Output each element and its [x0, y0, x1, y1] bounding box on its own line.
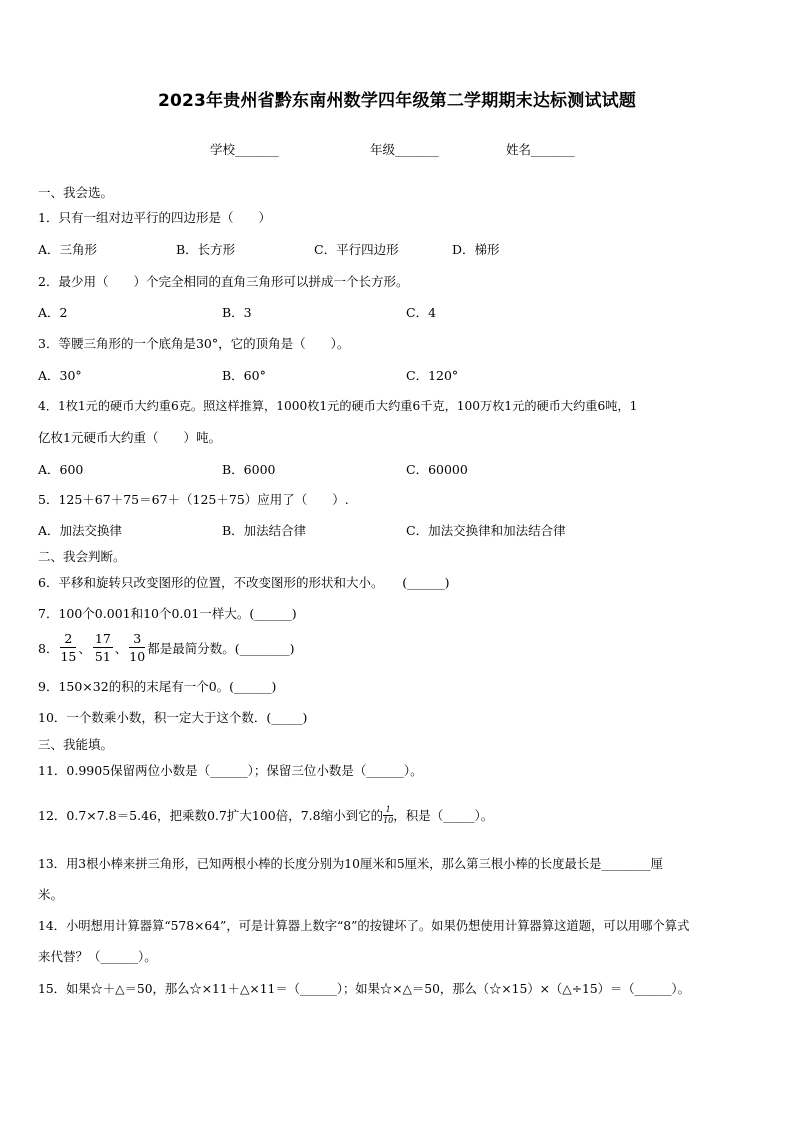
question-4-line-2: 亿枚1元硬币大约重（ ）吨。 [38, 430, 221, 445]
question-15: 15．如果☆＋△＝50，那么☆×11＋△×11＝（______）；如果☆×△＝50，那么（☆×15）×（△÷15）＝（______）。 [38, 982, 690, 996]
question-7: 7．100个0.001和10个0.01一样大。(______) [38, 606, 297, 621]
question-6: 6．平移和旋转只改变图形的位置，不改变图形的形状和大小。 (______) [38, 575, 450, 590]
q8-separator-1: 、 [78, 641, 91, 656]
q2-option-b[interactable]: B．3 [222, 305, 252, 320]
q3-option-a[interactable]: A．30° [38, 368, 82, 383]
q8-fraction-3-numerator: 3 [129, 633, 145, 649]
fraction-1-10 [383, 806, 393, 825]
q5-option-b[interactable]: B．加法结合律 [222, 523, 307, 538]
fraction-3-10 [129, 630, 146, 664]
question-13-line-1: 13．用3根小棒来拼三角形，已知两根小棒的长度分别为10厘米和5厘米，那么第三根小棒的长度最长是________厘 [38, 857, 663, 871]
q8-fraction-2-denominator: 51 [94, 649, 111, 664]
q12-fraction-denominator: 10 [383, 815, 394, 825]
section-heading-fill: 三、我能填。 [38, 737, 114, 752]
student-info-row [0, 140, 794, 160]
q8-fraction-1-numerator: 2 [60, 633, 76, 649]
q12-text-before: 12．0.7×7.8＝5.46，把乘数0.7扩大100倍，7.8缩小到它的 [38, 808, 384, 823]
question-13-line-2: 米。 [38, 887, 64, 902]
question-14-line-1: 14．小明想用计算器算“578×64”，可是计算器上数字“8”的按键坏了。如果仍想使用计算器算这道题，可以用哪个算式 [38, 919, 690, 933]
q8-prefix: 8． [38, 641, 59, 656]
q8-fraction-3-denominator: 10 [129, 649, 146, 664]
q4-option-a[interactable]: A．600 [38, 462, 84, 477]
question-5: 5．125＋67＋75＝67＋（125＋75）应用了（ ）. [38, 492, 349, 507]
fraction-17-51 [93, 630, 113, 664]
q5-option-c[interactable]: C．加法交换律和加法结合律 [406, 523, 566, 538]
question-9: 9．150×32的积的末尾有一个0。(______) [38, 679, 277, 694]
q2-option-a[interactable]: A．2 [38, 305, 68, 320]
grade-field[interactable]: 年级_______ [370, 142, 439, 157]
q3-option-b[interactable]: B．60° [222, 368, 266, 383]
q8-fraction-1-denominator: 15 [60, 649, 77, 664]
question-11: 11．0.9905保留两位小数是（______）；保留三位小数是（______）。 [38, 763, 423, 778]
q5-option-a[interactable]: A．加法交换律 [38, 523, 123, 538]
question-2: 2．最少用（ ）个完全相同的直角三角形可以拼成一个长方形。 [38, 274, 409, 289]
question-1: 1．只有一组对边平行的四边形是（ ） [38, 210, 271, 225]
q8-separator-2: 、 [114, 641, 128, 656]
q1-option-c[interactable]: C．平行四边形 [314, 242, 399, 257]
section-heading-judge: 二、我会判断。 [38, 549, 126, 564]
question-14-line-2: 来代替？（______）。 [38, 949, 157, 964]
q8-fraction-2-numerator: 17 [93, 633, 113, 649]
q4-option-c[interactable]: C．60000 [406, 462, 468, 477]
q1-option-a[interactable]: A．三角形 [38, 242, 98, 257]
section-heading-choice: 一、我会选。 [38, 185, 114, 200]
fraction-2-15 [60, 630, 77, 664]
q3-option-c[interactable]: C．120° [406, 368, 459, 383]
q8-suffix: 都是最简分数。(________) [147, 641, 295, 656]
q12-text-after: ，积是（_____）。 [393, 808, 494, 823]
question-3: 3．等腰三角形的一个底角是30°，它的顶角是（ ）。 [38, 336, 350, 351]
q1-option-d[interactable]: D．梯形 [452, 242, 500, 257]
q4-option-b[interactable]: B．6000 [222, 462, 276, 477]
question-8 [38, 628, 294, 668]
name-field[interactable]: 姓名_______ [506, 142, 575, 157]
question-12 [38, 800, 493, 830]
question-10: 10．一个数乘小数，积一定大于这个数．(_____) [38, 710, 308, 725]
question-4-line-1: 4．1枚1元的硬币大约重6克。照这样推算，1000枚1元的硬币大约重6千克，100万枚1元的硬币大约重6吨，1 [38, 399, 638, 413]
page-title: 2023年贵州省黔东南州数学四年级第二学期期末达标测试试题 [157, 91, 637, 111]
q1-option-b[interactable]: B．长方形 [176, 242, 236, 257]
q2-option-c[interactable]: C．4 [406, 305, 437, 320]
q12-fraction-numerator: 1 [383, 806, 393, 816]
school-field[interactable]: 学校_______ [210, 142, 279, 157]
